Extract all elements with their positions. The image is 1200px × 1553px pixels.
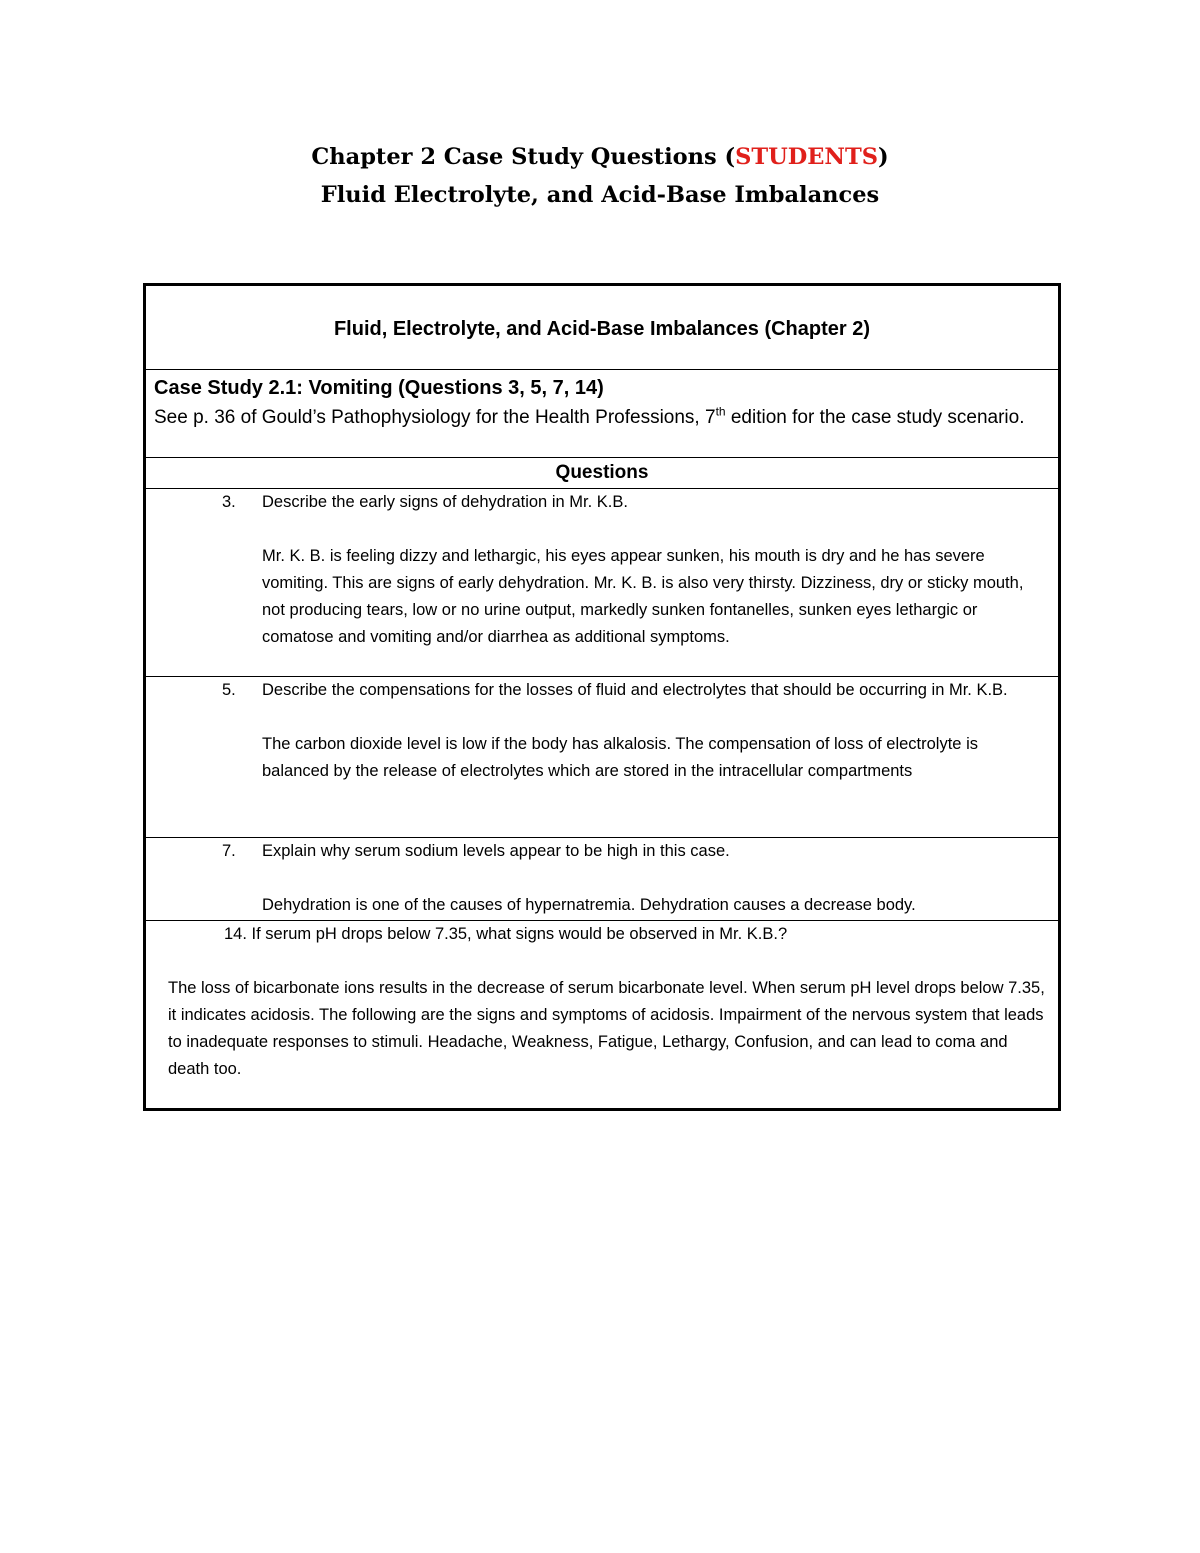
document-title-accent: STUDENTS <box>735 144 878 170</box>
question-line <box>224 921 1048 948</box>
document-title-suffix: ) <box>878 144 889 170</box>
document-title <box>0 138 1200 176</box>
question-line <box>146 838 1048 865</box>
question-number: 5. <box>222 681 236 699</box>
questions-heading-row <box>146 458 1058 489</box>
question-row-7 <box>146 838 1058 921</box>
case-study-description <box>154 403 1050 432</box>
answer-text: Mr. K. B. is feeling dizzy and lethargic, his eyes appear sunken, his mouth is dry and he has severe vomiting. This are signs of early dehydration. Mr. K. B. is also very thirsty. Dizziness, dry or sticky mouth, not producing tears, low or no urine output, markedly sunken fontanelles, sunken eyes lethargic or comatose and vomiting and/or diarrhea as additional symptoms. <box>262 547 1024 646</box>
table-title-row <box>146 286 1058 370</box>
question-text: If serum pH drops below 7.35, what signs would be observed in Mr. K.B.? <box>251 925 788 943</box>
question-row-3 <box>146 489 1058 677</box>
case-study-row <box>146 370 1058 458</box>
question-row-14 <box>146 921 1058 1108</box>
question-number: 7. <box>222 842 236 860</box>
case-text-before: See p. 36 of Gould’s Pathophysiology for the Health Professions, 7 <box>154 407 716 428</box>
table-title: Fluid, Electrolyte, and Acid-Base Imbalances (Chapter 2) <box>333 318 871 340</box>
question-text: Explain why serum sodium levels appear to be high in this case. <box>262 842 730 860</box>
answer-text: The loss of bicarbonate ions results in the decrease of serum bicarbonate level. When serum pH level drops below 7.35, it indicates acidosis. The following are the signs and symptoms of acidosis. Impairment of the nervous system that leads to inadequate responses to stimuli. Headache, Weakness, Fatigue, Lethargy, Confusion, and can lead to coma and death too. <box>168 979 1045 1078</box>
document-title-prefix: Chapter 2 Case Study Questions ( <box>311 144 736 170</box>
case-text-after: edition for the case study scenario. <box>725 407 1025 428</box>
question-text: Describe the early signs of dehydration in Mr. K.B. <box>262 493 628 511</box>
questions-heading: Questions <box>555 462 649 483</box>
question-line <box>146 489 1048 516</box>
case-study-table <box>143 283 1061 1111</box>
document-subtitle: Fluid Electrolyte, and Acid-Base Imbalances <box>320 182 880 208</box>
case-study-title: Case Study 2.1: Vomiting (Questions 3, 5, 7, 14) <box>154 377 604 399</box>
answer-text: Dehydration is one of the causes of hypernatremia. Dehydration causes a decrease body. <box>262 896 916 914</box>
question-number: 3. <box>222 493 236 511</box>
question-line <box>146 677 1048 704</box>
document-header <box>0 138 1200 214</box>
question-row-5 <box>146 677 1058 838</box>
answer-text: The carbon dioxide level is low if the body has alkalosis. The compensation of loss of electrolyte is balanced by the release of electrolytes which are stored in the intracellular compartments <box>262 735 978 780</box>
question-number: 14. <box>224 925 247 943</box>
case-text-superscript: th <box>715 404 726 419</box>
question-text: Describe the compensations for the losses of fluid and electrolytes that should be occurring in Mr. K.B. <box>262 681 1008 699</box>
